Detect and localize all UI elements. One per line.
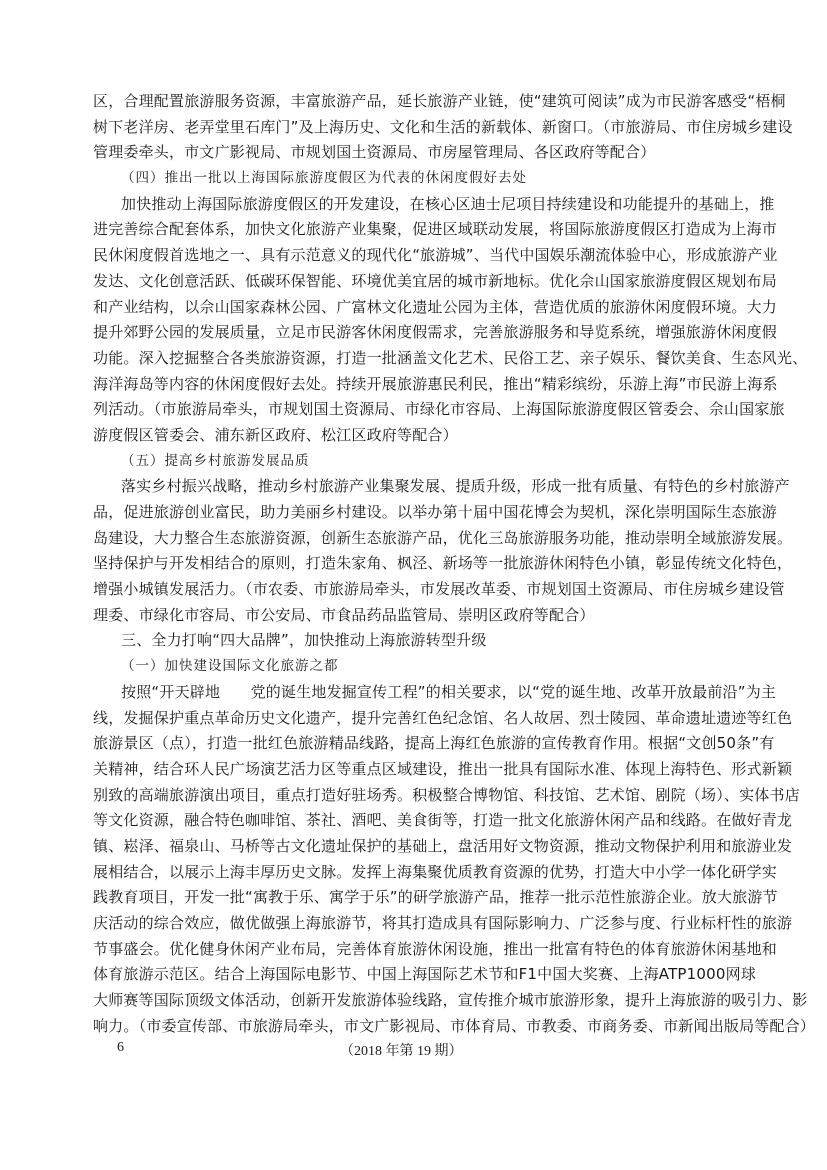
text-line: 旅游景区（点），打造一批红色旅游精品线路，提高上海红色旅游的宣传教育作用。根据“文创50条”有 bbox=[93, 734, 775, 753]
text-line: 列活动。（市旅游局牵头，市规划国土资源局、市绿化市容局、上海国际旅游度假区管委会、佘山国家旅 bbox=[93, 400, 785, 419]
text-line: 发达、文化创意活跃、低碳环保智能、环境优美宜居的城市新地标。优化佘山国家旅游度假区规划布局 bbox=[93, 271, 778, 290]
text-line: 响力。（市委宣传部、市旅游局牵头，市文广影视局、市体育局、市教委、市商务委、市新闻出版局等配合） bbox=[93, 1016, 816, 1035]
text-line: 按照“开天辟地 党的诞生地发掘宣传工程”的相关要求，以“党的诞生地、改革开放最前沿”为主 bbox=[121, 682, 777, 701]
document-body bbox=[93, 89, 816, 1039]
text-line: 庆活动的综合效应，做优做强上海旅游节，将其打造成具有国际影响力、广泛参与度、行业标杆性的旅游 bbox=[93, 914, 793, 932]
text-line: 岛建设，大力整合生态旅游资源，创新生态旅游产品，优化三岛旅游服务功能，推动崇明全域旅游发展。 bbox=[93, 528, 793, 547]
text-line: 理委、市绿化市容局、市公安局、市食品药品监管局、崇明区政府等配合） bbox=[93, 605, 595, 624]
text-line: 民休闲度假首选地之一、具有示范意义的现代化“旅游城”、当代中国娱乐潮流体验中心，形成旅游产业 bbox=[93, 246, 778, 265]
text-line: 加快推动上海国际旅游度假区的开发建设，在核心区迪士尼项目持续建设和功能提升的基础上，推 bbox=[121, 194, 775, 213]
text-line: 大师赛等国际顶级文体活动，创新开发旅游体验线路，宣传推介城市旅游形象，提升上海旅游的吸引力、影 bbox=[93, 991, 808, 1010]
text-line: 品，促进旅游创业富民，助力美丽乡村建设。以举办第十届中国花博会为契机，深化崇明国际生态旅游 bbox=[93, 503, 778, 521]
page-number: 6 bbox=[117, 1040, 124, 1055]
text-line: 管理委牵头，市文广影视局、市规划国土资源局、市房屋管理局、各区政府等配合） bbox=[93, 143, 656, 162]
text-line: 等文化资源，融合特色咖啡馆、茶社、酒吧、美食街等，打造一批文化旅游休闲产品和线路。在做好青龙 bbox=[93, 811, 793, 830]
text-line: 海洋海岛等内容的休闲度假好去处。持续开展旅游惠民利民，推出“精彩缤纷，乐游上海”市民游上海系 bbox=[93, 374, 778, 393]
text-line: 镇、崧泽、福泉山、马桥等古文化遗址保护的基础上，盘活用好文物资源，推动文物保护利用和旅游业发 bbox=[93, 836, 793, 855]
issue-label: （2018 年第 19 期） bbox=[340, 1044, 463, 1059]
text-line: 游度假区管委会、浦东新区政府、松江区政府等配合） bbox=[93, 425, 458, 444]
text-line: 进完善综合配套体系，加快文化旅游产业集聚，促进区域联动发展，将国际旅游度假区打造成为上海市 bbox=[93, 220, 778, 239]
text-line: 别致的高端旅游演出项目，重点打造好驻场秀。积极整合博物馆、科技馆、艺术馆、剧院（场）、实体书店 bbox=[93, 785, 800, 804]
text-line: 线，发掘保护重点革命历史文化遗产，提升完善红色纪念馆、名人故居、烈士陵园、革命遗址遗迹等红色 bbox=[93, 708, 793, 727]
text-line: 践教育项目，开发一批“寓教于乐、寓学于乐”的研学旅游产品，推荐一批示范性旅游企业。放大旅游节 bbox=[93, 888, 778, 907]
text-line: 功能。深入挖掘整合各类旅游资源，打造一批涵盖文化艺术、民俗工艺、亲子娱乐、餐饮美食、生态风光、 bbox=[93, 348, 808, 367]
section-heading: （一）加快建设国际文化旅游之都 bbox=[121, 658, 339, 675]
text-line: 落实乡村振兴战略，推动乡村旅游产业集聚发展、提质升级，形成一批有质量、有特色的乡村旅游产 bbox=[121, 477, 790, 496]
text-line: 体育旅游示范区。结合上海国际电影节、中国上海国际艺术节和F1中国大奖赛、上海ATP1000网球 bbox=[93, 965, 757, 984]
text-line: 关精神，结合环人民广场演艺活力区等重点区域建设，推出一批具有国际水准、体现上海特色、形式新颖 bbox=[93, 759, 793, 778]
text-line: 和产业结构，以佘山国家森林公园、广富林文化遗址公园为主体，营造优质的旅游休闲度假环境。大力 bbox=[93, 297, 778, 316]
section-heading: 三、全力打响“四大品牌”，加快推动上海旅游转型升级 bbox=[121, 631, 487, 650]
section-heading: （五）提高乡村旅游发展品质 bbox=[121, 452, 310, 469]
text-line: 节事盛会。优化健身休闲产业布局，完善体育旅游休闲设施，推出一批富有特色的体育旅游休闲基地和 bbox=[93, 939, 778, 958]
text-line: 展相结合，以展示上海丰厚历史文脉。发挥上海集聚优质教育资源的优势，打造大中小学一体化研学实 bbox=[93, 862, 778, 881]
text-line: 区，合理配置旅游服务资源，丰富旅游产品，延长旅游产业链，使“建筑可阅读”成为市民游客感受“梧桐 bbox=[93, 92, 786, 110]
text-line: 树下老洋房、老弄堂里石库门”及上海历史、文化和生活的新载体、新窗口。（市旅游局、市住房城乡建设 bbox=[93, 117, 793, 136]
section-heading: （四）推出一批以上海国际旅游度假区为代表的休闲度假好去处 bbox=[121, 170, 527, 187]
text-line: 提升郊野公园的发展质量，立足市民游客休闲度假需求，完善旅游服务和导览系统，增强旅游休闲度假 bbox=[93, 323, 778, 342]
text-line: 坚持保护与开发相结合的原则，打造朱家角、枫泾、新场等一批旅游休闲特色小镇，彰显传统文化特色， bbox=[93, 554, 793, 573]
text-line: 增强小城镇发展活力。（市农委、市旅游局牵头，市发展改革委、市规划国土资源局、市住房城乡建设管 bbox=[93, 580, 785, 599]
